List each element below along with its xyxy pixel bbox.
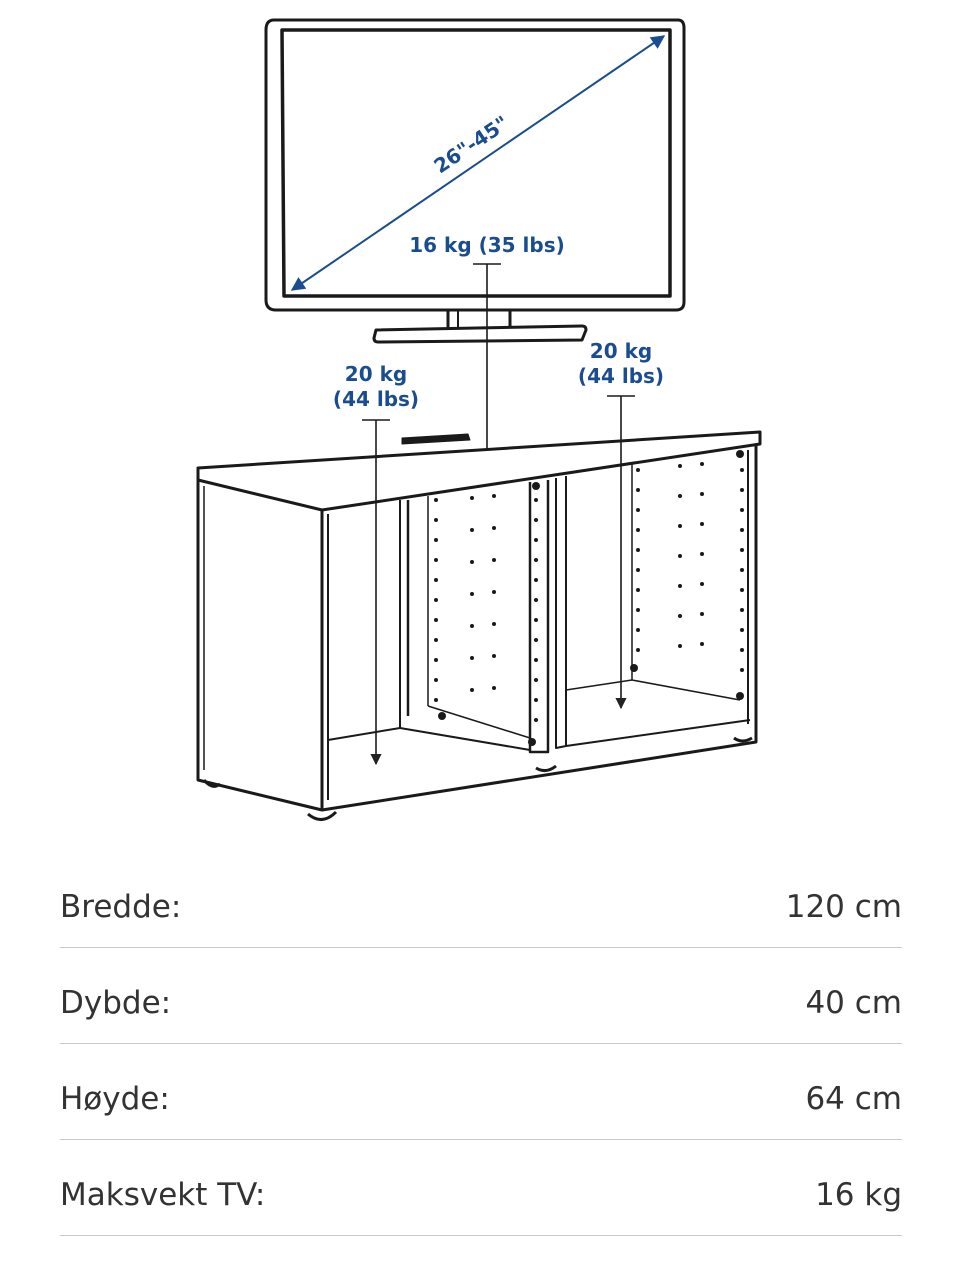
right-shelf-weight-kg: 20 kg bbox=[589, 339, 653, 363]
spec-value: 16 kg bbox=[815, 1176, 902, 1213]
spec-row-max-tv-weight bbox=[60, 1140, 902, 1236]
spec-label: Bredde: bbox=[60, 888, 182, 925]
tv-weight-label: 16 kg (35 lbs) bbox=[409, 233, 565, 257]
spec-value: 40 cm bbox=[805, 984, 902, 1021]
spec-row-depth bbox=[60, 948, 902, 1044]
spec-label: Maksvekt TV: bbox=[60, 1176, 266, 1213]
spec-row-height bbox=[60, 1044, 902, 1140]
product-specifications bbox=[60, 852, 902, 1236]
right-shelf-weight-lbs: (44 lbs) bbox=[577, 364, 665, 388]
left-shelf-weight-lbs: (44 lbs) bbox=[332, 387, 420, 411]
spec-value: 64 cm bbox=[805, 1080, 902, 1117]
spec-label: Høyde: bbox=[60, 1080, 170, 1117]
left-shelf-weight-kg: 20 kg bbox=[344, 362, 408, 386]
tv-size-label: 26"-45" bbox=[429, 110, 514, 179]
spec-value: 120 cm bbox=[785, 888, 902, 925]
spec-row-width bbox=[60, 852, 902, 948]
spec-label: Dybde: bbox=[60, 984, 172, 1021]
tv-drawing bbox=[266, 20, 684, 342]
tv-bench-drawing bbox=[198, 432, 760, 820]
